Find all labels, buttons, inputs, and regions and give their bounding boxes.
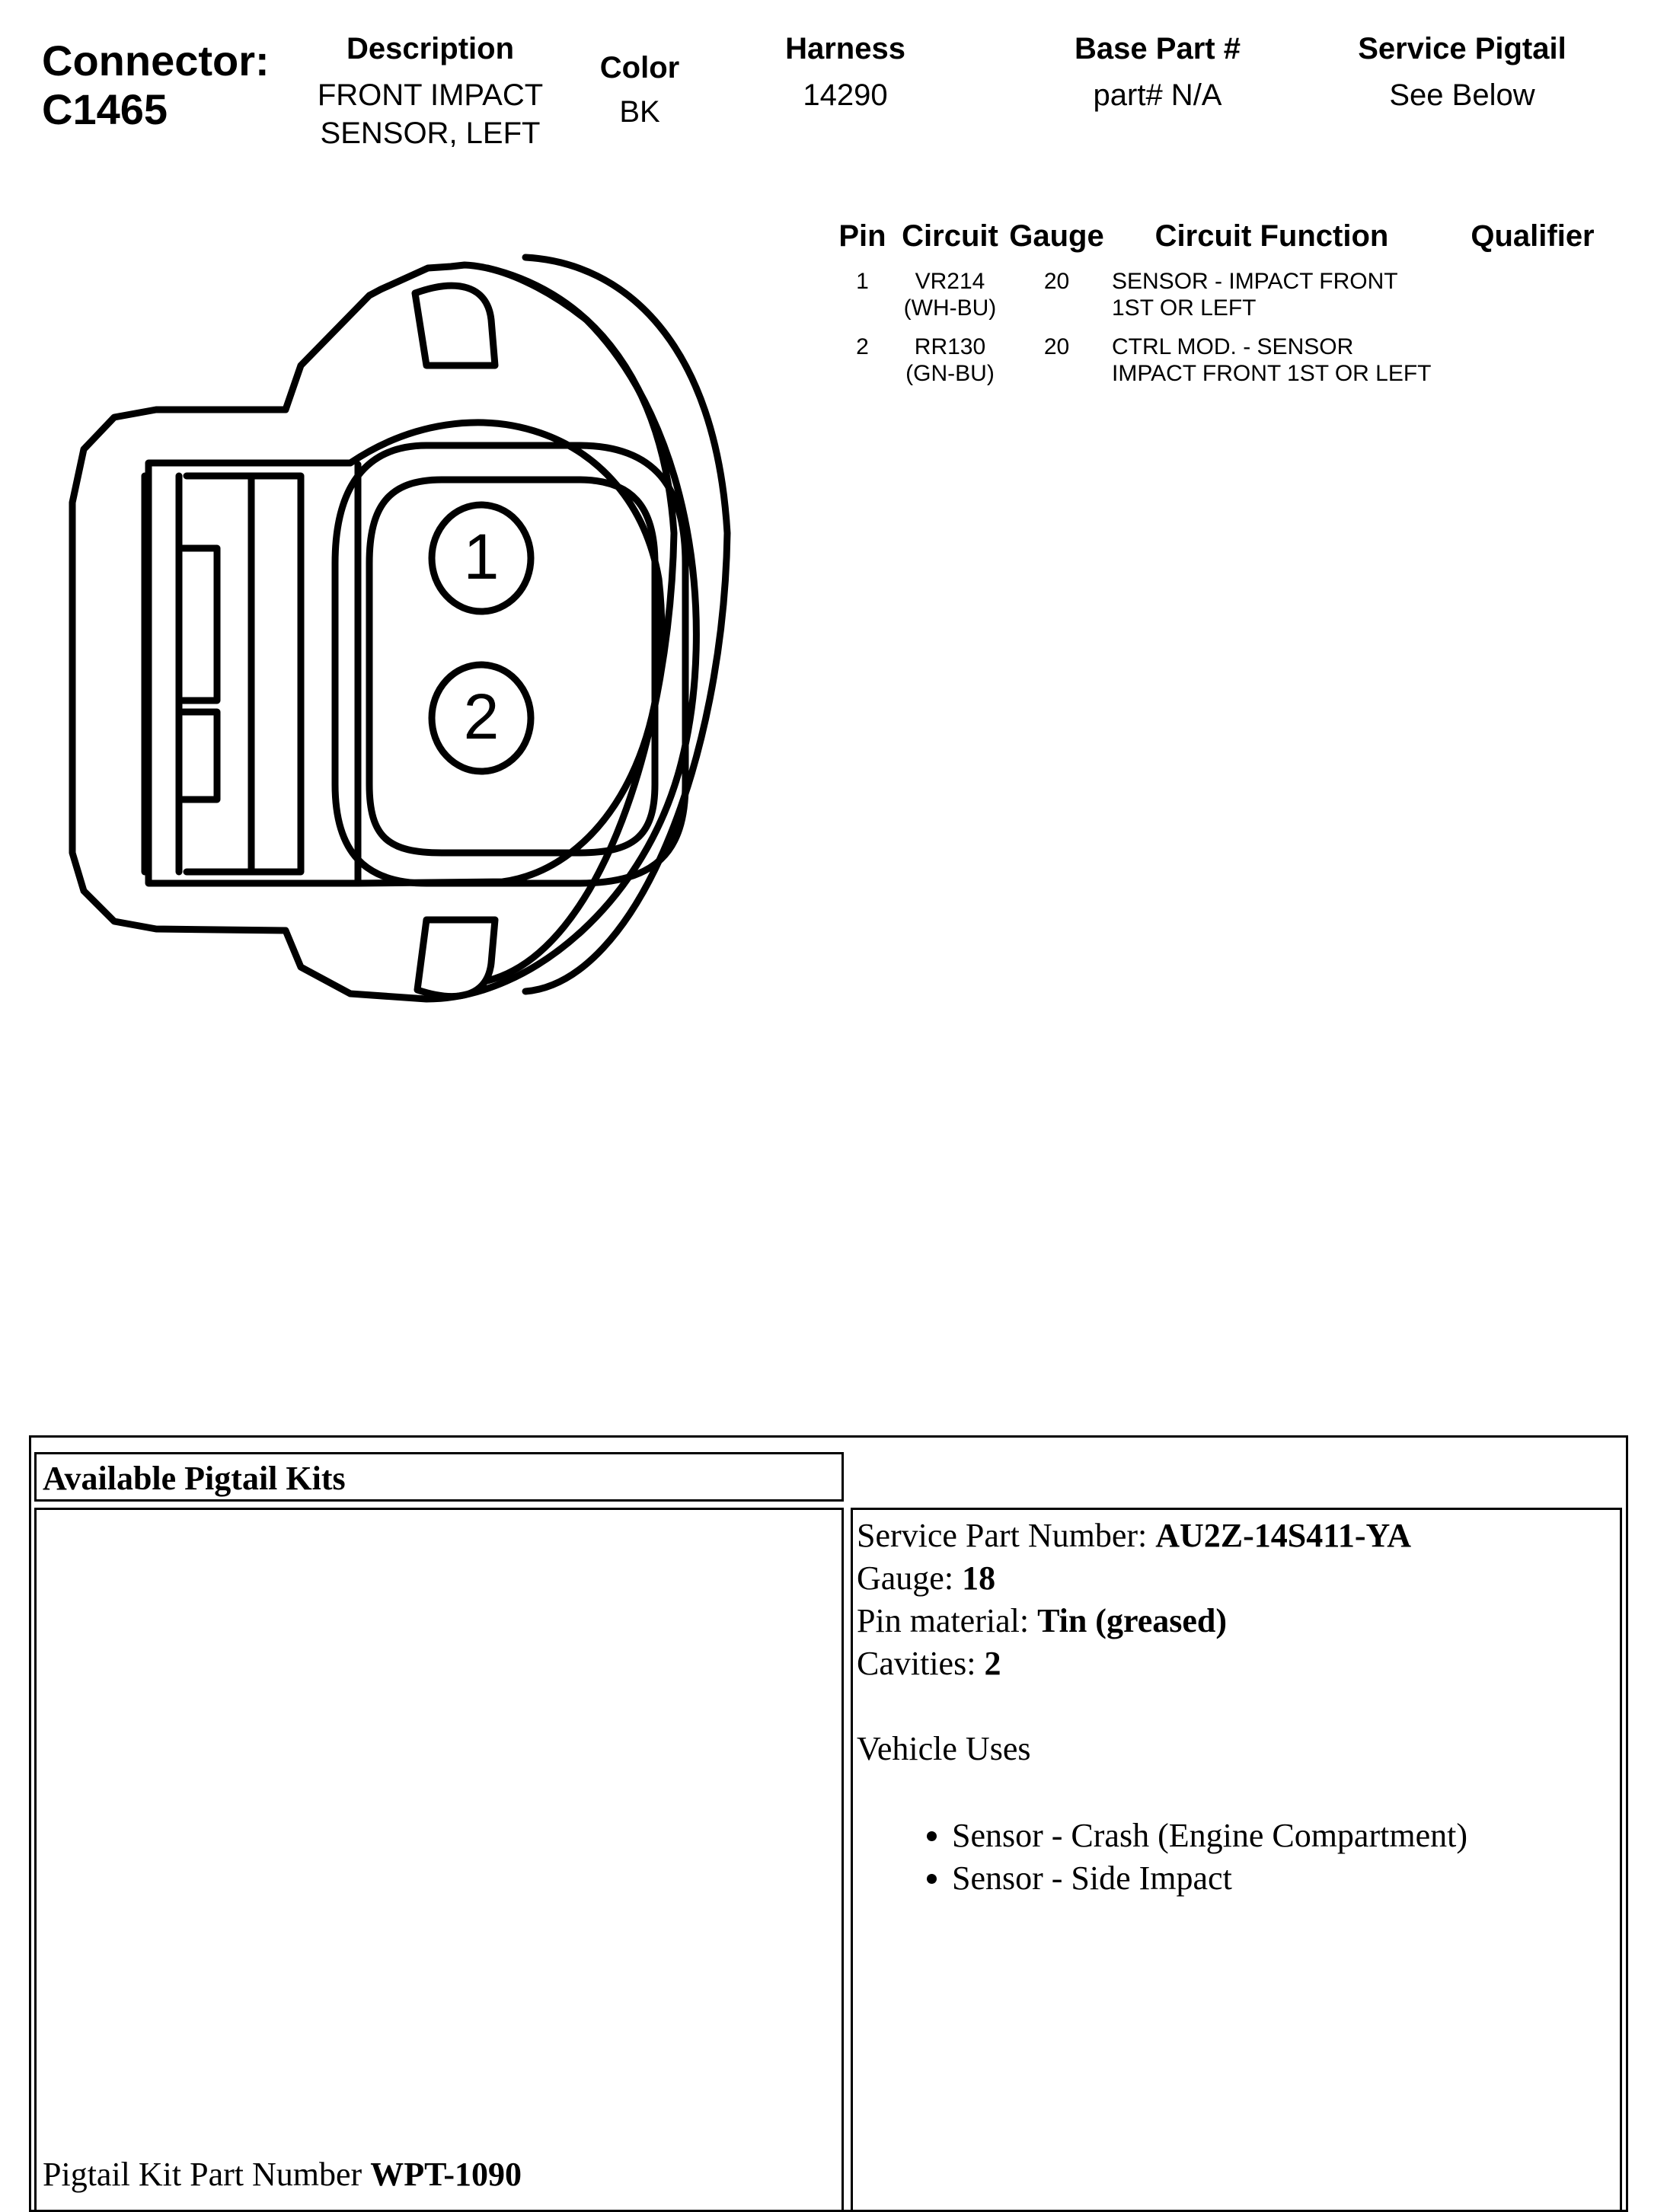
qualifier <box>1432 265 1633 330</box>
service-gauge-value: 18 <box>962 1559 996 1597</box>
list-item: • Sensor - Side Impact <box>952 1857 1467 1900</box>
connector-latch <box>183 548 217 701</box>
circuit-function-column-header: Circuit Function <box>1154 219 1389 253</box>
pin-material-label: Pin material: <box>857 1602 1030 1639</box>
harness-value: 14290 <box>803 78 888 112</box>
pin-table-header-row <box>826 219 1633 265</box>
cavities-value: 2 <box>984 1645 1001 1682</box>
connector-latch <box>187 476 301 872</box>
circuit-function: CTRL MOD. - SENSOR IMPACT FRONT 1ST OR LEFT <box>1112 334 1432 386</box>
pin-number: 1 <box>856 269 869 294</box>
table-row <box>826 265 1633 330</box>
pigtail-title-cell <box>34 1452 844 1502</box>
connector-inner-housing <box>148 423 662 883</box>
pigtail-kit-part-value: WPT-1090 <box>370 2156 522 2193</box>
service-pigtail-value: See Below <box>1389 78 1535 112</box>
service-gauge-label: Gauge: <box>857 1559 954 1597</box>
color-header: Color <box>599 51 680 85</box>
pin-material <box>857 1600 1467 1642</box>
list-item: • Sensor - Crash (Engine Compartment) <box>952 1815 1467 1857</box>
connector-latch <box>183 712 217 800</box>
harness-header: Harness <box>785 32 905 65</box>
pigtail-section-title: Available Pigtail Kits <box>43 1460 346 1497</box>
circuit-function: SENSOR - IMPACT FRONT 1ST OR LEFT <box>1112 269 1398 321</box>
circuit-id: VR214 (WH-BU) <box>903 269 997 321</box>
color-value: BK <box>619 95 660 129</box>
qualifier-column-header: Qualifier <box>1471 219 1595 253</box>
vehicle-uses-heading: Vehicle Uses <box>857 1730 1031 1767</box>
table-row <box>826 330 1633 396</box>
cavities <box>857 1642 1467 1685</box>
base-part-value: part# N/A <box>1093 78 1222 112</box>
gauge-column-header: Gauge <box>1009 219 1104 253</box>
connector-housing-outline <box>72 265 696 999</box>
connector-title <box>42 37 270 134</box>
service-gauge <box>857 1557 1467 1600</box>
qualifier <box>1432 330 1633 396</box>
pigtail-kit-cell <box>34 1508 844 2212</box>
pin-material-value: Tin (greased) <box>1037 1602 1228 1639</box>
circuit-column-header: Circuit <box>902 219 998 253</box>
pigtail-kit-part-label: Pigtail Kit Part Number <box>43 2156 362 2193</box>
description-value: FRONT IMPACT SENSOR, LEFT <box>317 78 544 150</box>
base-part-header: Base Part # <box>1075 32 1241 65</box>
wire-gauge: 20 <box>1043 334 1070 359</box>
connector-id: C1465 <box>42 85 168 133</box>
circuit-id: RR130 (GN-BU) <box>905 334 995 386</box>
cavities-label: Cavities: <box>857 1645 976 1682</box>
pin-column-header: Pin <box>838 219 886 253</box>
pin-2-label: 2 <box>463 681 500 752</box>
service-part-cell <box>851 1508 1622 2212</box>
pigtail-kit-part-number <box>43 2153 522 2196</box>
vehicle-uses-list <box>857 1815 1467 1900</box>
connector-face-diagram <box>61 244 792 1020</box>
pin-table <box>826 219 1633 396</box>
wire-gauge: 20 <box>1043 269 1070 294</box>
connector-label: Connector: <box>42 37 270 85</box>
pin-1-label: 1 <box>463 521 500 592</box>
connector-cavity-inner <box>369 480 655 853</box>
service-part-number <box>857 1515 1467 1557</box>
service-pigtail-header: Service Pigtail <box>1358 32 1566 65</box>
connector-back-outline-inner <box>487 268 674 981</box>
connector-top-notch <box>415 286 495 365</box>
service-part-label: Service Part Number: <box>857 1517 1148 1554</box>
connector-bottom-notch <box>417 920 495 997</box>
description-header: Description <box>346 32 515 65</box>
service-part-value: AU2Z-14S411-YA <box>1155 1517 1411 1554</box>
pin-number: 2 <box>856 334 869 359</box>
